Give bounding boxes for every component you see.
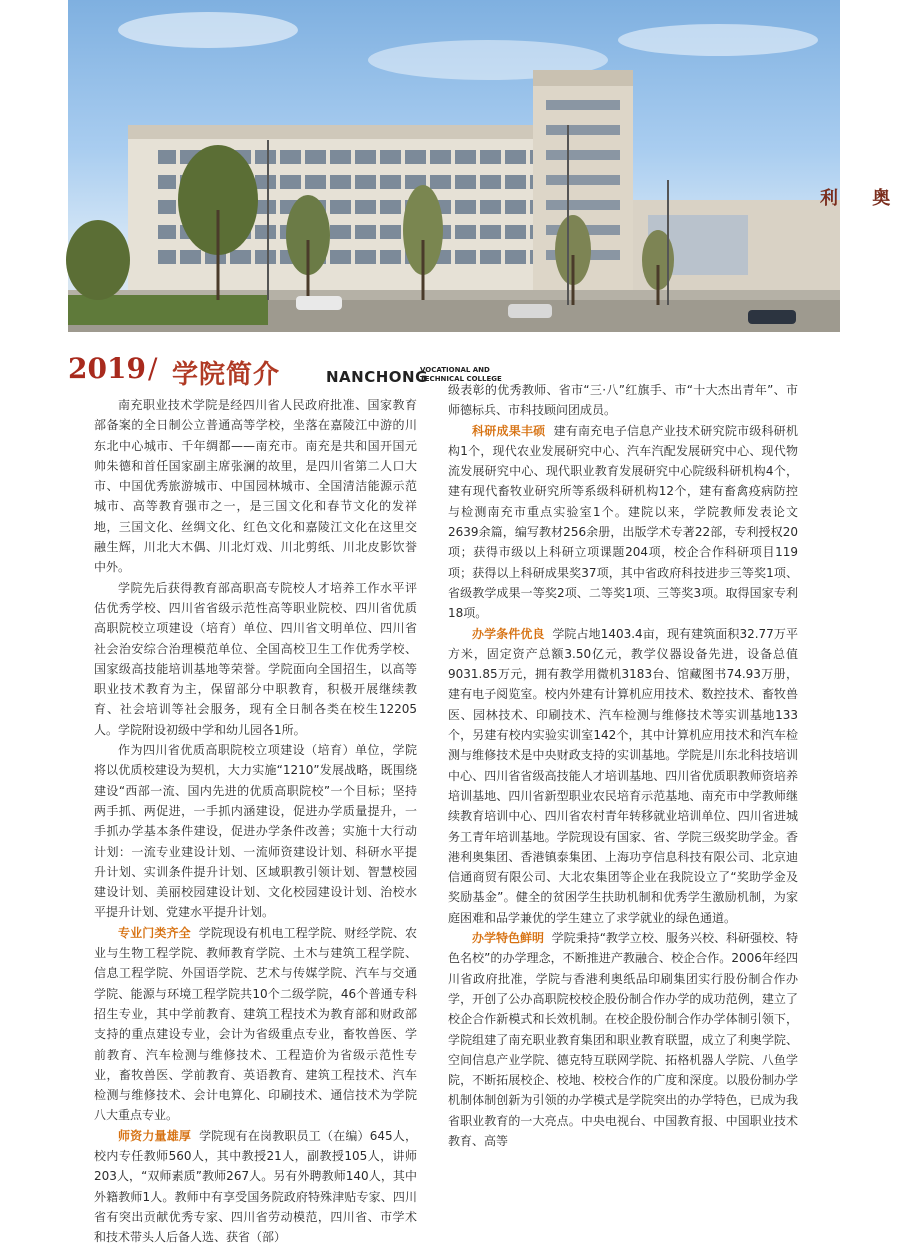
paragraph-faculty-continued: 级表彰的优秀教师、省市“三·八”红旗手、市“十大杰出青年”、市师德标兵、市科技顾问团成员。 xyxy=(448,383,798,418)
building-sign: 利 奥 xyxy=(820,188,904,209)
section-text-features: 学院秉持“教学立校、服务兴校、科研强校、特色名校”的办学理念，不断推进产教融合、校企合作。2006年经四川省政府批准，学院与香港利奥纸品印刷集团实行股份制合作办学，开创了公办高职院校校企股份制合作办学的成功范例，建立了校企合作新模式和长效机制。在校企股份制合作办学体制引领下，学院组建了南充职业教育集团和职业教育联盟，成立了利奥学院、空间信息产业学院、德克特互联网学院、拓格机器人学院、八鱼学院，不断拓展校企、校地、校校合作的广度和深度。以股份制办学机制体制创新为引领的办学模式是学院突出的办学特色，已成为我省职业教育的一大亮点。中央电视台、中国教育报、中国职业技术教育、高等 xyxy=(448,931,798,1148)
paragraph-facilities xyxy=(448,624,798,928)
section-text-faculty: 学院现有在岗教职员工（在编）645人，校内专任教师560人，其中教授21人，副教授105人，讲师203人，“双师素质”教师267人。另有外聘教师140人，其中外籍教师1人。教师中有享受国务院政府特殊津贴专家、四川省有突出贡献优秀专家、四川省劳动模范，四川省、市学术和技术带头人后备人选、获省（部） xyxy=(94,1128,417,1245)
paragraph-honors: 学院先后获得教育部高职高专院校人才培养工作水平评估优秀学校、四川省省级示范性高等职业院校、四川省优质高职院校立项建设（培育）单位、四川省文明单位、四川省社会治安综合治理模范单位、全国高校卫生工作优秀学校、国家级高技能培训基地等荣誉。学院面向全国招生，以高等职业技术教育为主，保留部分中职教育，积极开展继续教育、社会培训等社会服务，现有全日制各类在校生12205人。学院附设初级中学和幼儿园各1所。 xyxy=(94,580,417,737)
paragraph-majors xyxy=(94,923,417,1126)
left-column xyxy=(94,395,417,1247)
heading-title: 学院简介 xyxy=(172,360,281,390)
section-title-features: 办学特色鲜明 xyxy=(472,931,545,946)
paragraph-faculty xyxy=(94,1126,417,1247)
section-text-majors: 学院现设有机电工程学院、财经学院、农业与生物工程学院、教师教育学院、土木与建筑工程学院、信息工程学院、外国语学院、艺术与传媒学院、汽车与交通学院、能源与环境工程学院共10个二级学院，46个普通专科招生专业，其中学前教育、建筑工程技术为教育部和财政部支持的重点建设专业，会计为省级重点专业，畜牧兽医、学前教育、汽车检测与维修技术、工程造价为省级示范性专业，畜牧兽医、学前教育、英语教育、建筑工程技术、汽车检测与维修技术、会计电算化、印刷技术、通信技术为学院八大重点专业。 xyxy=(94,925,417,1123)
campus-photo xyxy=(68,0,904,332)
section-title-faculty: 师资力量雄厚 xyxy=(118,1128,192,1143)
heading-english-main: NANCHONG xyxy=(326,368,428,386)
section-heading xyxy=(68,352,502,392)
heading-english-sub: VOCATIONAL AND TECHNICAL COLLEGE xyxy=(420,366,502,383)
paragraph-intro: 南充职业技术学院是经四川省人民政府批准、国家教育部备案的全日制公立普通高等学校，坐落在嘉陵江中游的川东北中心城市、千年绸都——南充市。南充是共和国开国元帅朱德和首任国家副主席张澜的故里，是四川省第二人口大市、中国优秀旅游城市、中国园林城市、全国清洁能源示范城市、高等教育强市之一，是三国文化和春节文化的发祥地，三国文化、丝绸文化、红色文化和嘉陵江文化在这里交融生辉，川北大木偶、川北灯戏、川北剪纸、川北皮影饮誉中外。 xyxy=(94,398,417,575)
right-column xyxy=(448,380,798,1151)
paragraph-features xyxy=(448,928,798,1151)
section-title-facilities: 办学条件优良 xyxy=(472,626,545,641)
heading-slash: / xyxy=(148,352,158,385)
paragraph-research xyxy=(448,421,798,624)
section-text-research: 建有南充电子信息产业技术研究院市级科研机构1个，现代农业发展研究中心、汽车汽配发展研究中心、现代物流发展研究中心、现代职业教育发展研究中心院级科研机构4个，建有现代畜牧业研究所等系级科研机构12个，建有畜禽疫病防控与检测南充市重点实验室1个。建院以来，学院教师发表论文2639余篇，编写教材256余册，出版学术专著22部，专利授权20项；获得市级以上科研立项课题204项，校企合作科研项目119项；获得以上科研成果奖37项，其中省政府科技进步三等奖1项、省级教学成果一等奖2项、二等奖1项、三等奖3项。取得国家专利18项。 xyxy=(448,423,798,621)
section-title-majors: 专业门类齐全 xyxy=(118,925,191,940)
heading-year: 2019 xyxy=(68,352,146,385)
section-title-research: 科研成果丰硕 xyxy=(472,423,546,438)
section-text-facilities: 学院占地1403.4亩，现有建筑面积32.77万平方米，固定资产总额3.50亿元，教学仪器设备先进，设备总值9031.85万元，拥有教学用微机3183台、馆藏图书74.93万册，建有电子阅览室。校内外建有计算机应用技术、数控技术、畜牧兽医、园林技术、印刷技术、汽车检测与维修技术等实训基地133个，另建有校内实验实训室142个，其中计算机应用技术和汽车检测与维修技术是中央财政支持的实训基地。学院是川东北科技培训中心、四川省省级高技能人才培训基地、四川省优质职教师资培养培训基地、四川省新型职业农民培育示范基地、南充市中学教师继续教育培训中心、四川省农村青年转移就业培训单位、四川省进城务工青年培训基地。学院现设有国家、省、学院三级奖助学金。香港利奥集团、香港镇泰集团、上海功亨信息科技有限公司、北京迪信通商贸有限公司、大北农集团等企业在我院设立了“奖助学金及奖励基金”。健全的贫困学生扶助机制和优秀学生激励机制，为家庭困难和品学兼优的学生建立了求学就业的绿色通道。 xyxy=(448,626,798,925)
paragraph-strategy: 作为四川省优质高职院校立项建设（培育）单位，学院将以优质校建设为契机，大力实施“1210”发展战略，既围绕建设“西部一流、国内先进的优质高职院校”一个目标；坚持两手抓、两促进，一手抓内涵建设，促进办学质量提升，一手抓办学基本条件建设，促进办学条件改善；实施十大行动计划：一流专业建设计划、一流师资建设计划、科研水平提升计划、实训条件提升计划、区域职教引领计划、智慧校园建设计划、美丽校园建设计划、文化校园建设计划、治校水平提升计划、党建水平提升计划。 xyxy=(94,743,417,920)
